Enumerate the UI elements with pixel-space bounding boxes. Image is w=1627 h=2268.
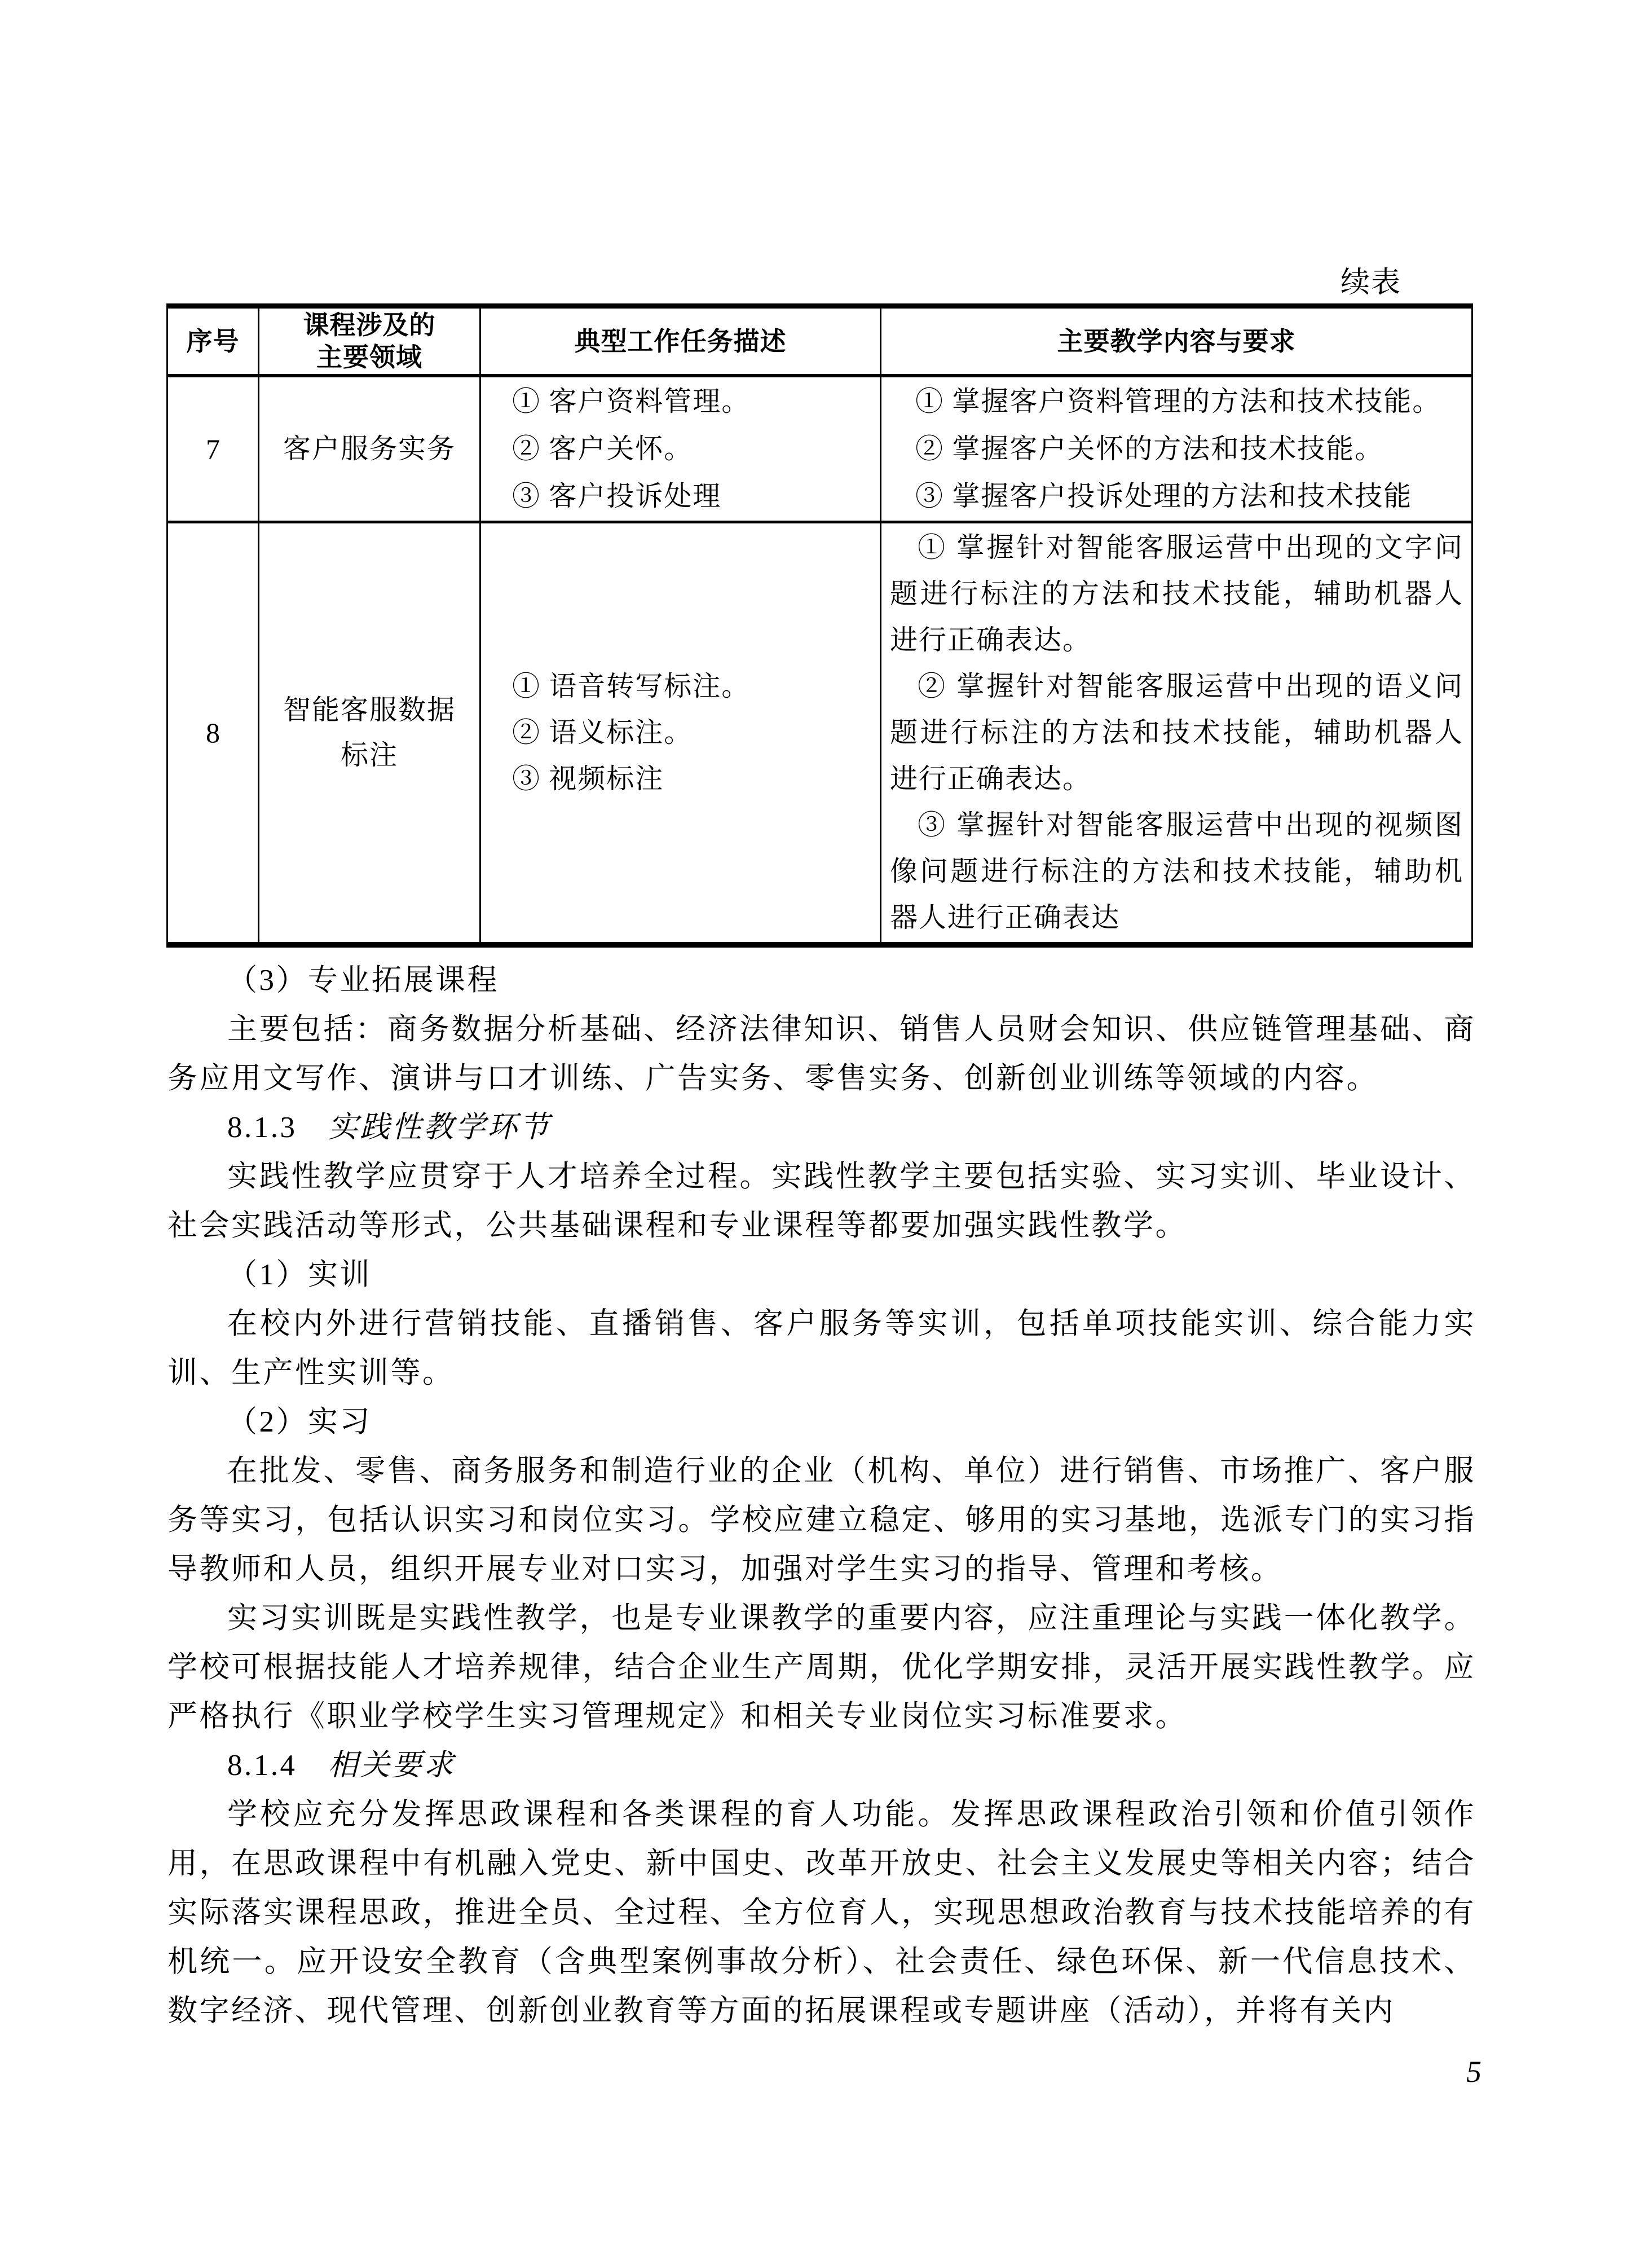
table-header-row (167, 306, 1472, 376)
row-domain-cell: 智能客服数据 标注 (259, 522, 480, 945)
row-seq-cell: 7 (167, 376, 259, 522)
task-item: ② 客户关怀。 (512, 433, 693, 464)
body-paragraph: 在校内外进行营销技能、直播销售、客户服务等实训，包括单项技能实训、综合能力实训、生产性实训等。 (167, 1307, 1476, 1389)
body-paragraph: 学校应充分发挥思政课程和各类课程的育人功能。发挥思政课程政治引领和价值引领作用，在思政课程中有机融入党史、新中国史、改革开放史、社会主义发展史等相关内容；结合实际落实课程思政，推进全员、全过程、全方位育人，实现思想政治教育与技术技能培养的有机统一。应开设安全教育（含典型案例事故分析）、社会责任、绿色环保、新一代信息技术、数字经济、现代管理、创新创业教育等方面的拓展课程或专题讲座（活动），并将有关内 (167, 1798, 1476, 2027)
task-item: ③ 视频标注 (512, 763, 664, 794)
body-paragraph: 实习实训既是实践性教学，也是专业课教学的重要内容，应注重理论与实践一体化教学。学校可根据技能人才培养规律，结合企业生产周期，优化学期安排，灵活开展实践性教学。应严格执行《职业学校学生实习管理规定》和相关专业岗位实习标准要求。 (167, 1602, 1476, 1733)
page-number: 5 (1466, 2055, 1482, 2089)
body-paragraph: 实践性教学应贯穿于人才培养全过程。实践性教学主要包括实验、实习实训、毕业设计、社会实践活动等形式，公共基础课程和专业课程等都要加强实践性教学。 (167, 1160, 1476, 1242)
heading-number: 8.1.4 (227, 1749, 297, 1782)
row-contents-cell (881, 522, 1472, 945)
body-paragraph: 主要包括：商务数据分析基础、经济法律知识、销售人员财会知识、供应链管理基础、商务应用文写作、演讲与口才训练、广告实务、零售实务、创新创业训练等领域的内容。 (167, 1013, 1476, 1095)
column-header: 序号 (167, 306, 259, 376)
heading-number: 8.1.3 (227, 1111, 297, 1144)
heading-title: 相关要求 (328, 1749, 456, 1782)
row-contents-cell (881, 376, 1472, 522)
content-item: ① 掌握客户资料管理的方法和技术技能。 (915, 386, 1441, 417)
content-item: ② 掌握客户关怀的方法和技术技能。 (915, 433, 1384, 464)
body-paragraph: （1）实训 (227, 1258, 372, 1291)
table-row (167, 376, 1472, 522)
course-table (166, 303, 1473, 948)
table-row (167, 522, 1472, 945)
row-domain-cell: 客户服务实务 (259, 376, 480, 522)
continuation-table-label: 续表 (1340, 267, 1401, 299)
content-item: ③ 掌握客户投诉处理的方法和技术技能 (915, 481, 1413, 512)
task-item: ③ 客户投诉处理 (512, 481, 722, 512)
task-item: ① 语音转写标注。 (512, 671, 751, 702)
body-paragraph (167, 1741, 1476, 1790)
body-paragraph (167, 1103, 1476, 1152)
body-paragraph: （2）实习 (227, 1406, 372, 1438)
task-item: ② 语义标注。 (512, 717, 693, 748)
row-seq-cell: 8 (167, 522, 259, 945)
task-item: ① 客户资料管理。 (512, 386, 751, 417)
content-item: ③ 掌握针对智能客服运营中出现的视频图像问题进行标注的方法和技术技能，辅助机器人进行正确表达 (890, 809, 1463, 933)
body-paragraph: （3）专业拓展课程 (227, 964, 499, 997)
column-header: 主要教学内容与要求 (881, 306, 1472, 376)
row-tasks-cell (480, 522, 881, 945)
heading-title: 实践性教学环节 (328, 1111, 551, 1144)
column-header: 典型工作任务描述 (480, 306, 881, 376)
content-item: ② 掌握针对智能客服运营中出现的语义问题进行标注的方法和技术技能，辅助机器人进行正确表达。 (890, 671, 1463, 794)
body-paragraph: 在批发、零售、商务服务和制造行业的企业（机构、单位）进行销售、市场推广、客户服务等实习，包括认识实习和岗位实习。学校应建立稳定、够用的实习基地，选派专门的实习指导教师和人员，组织开展专业对口实习，加强对学生实习的指导、管理和考核。 (167, 1455, 1476, 1586)
body-text (167, 956, 1476, 2036)
row-tasks-cell (480, 376, 881, 522)
column-header: 课程涉及的 主要领域 (259, 306, 480, 376)
content-item: ① 掌握针对智能客服运营中出现的文字问题进行标注的方法和技术技能，辅助机器人进行正确表达。 (890, 532, 1463, 655)
